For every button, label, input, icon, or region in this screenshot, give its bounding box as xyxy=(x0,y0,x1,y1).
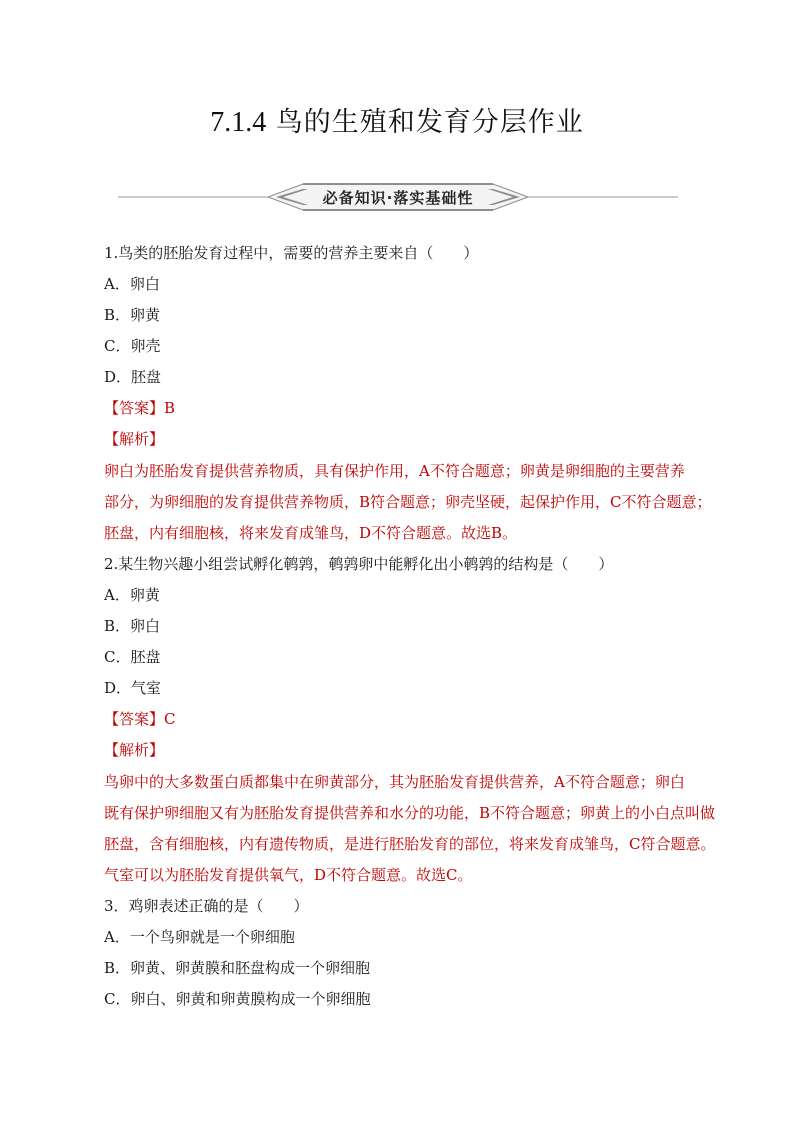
question-2-option-a: A．卵黄 xyxy=(104,586,160,604)
question-1-option-c: C．卵壳 xyxy=(104,337,161,355)
question-2-analysis-line-2: 既有保护卵细胞又有为胚胎发育提供营养和水分的功能，B不符合题意；卵黄上的小白点叫做 xyxy=(104,804,716,822)
question-1-analysis-line-2: 部分，为卵细胞的发育提供营养物质，B符合题意；卵壳坚硬，起保护作用，C不符合题意； xyxy=(104,493,712,511)
question-1-analysis-line-3: 胚盘，内有细胞核，将来发育成雏鸟，D不符合题意。故选B。 xyxy=(104,524,518,542)
question-1-option-b: B．卵黄 xyxy=(104,306,161,324)
question-2-answer xyxy=(104,709,176,729)
question-2-option-c: C．胚盘 xyxy=(104,648,161,666)
answer-value: B xyxy=(164,399,176,417)
answer-label: 【答案】 xyxy=(104,399,165,417)
question-2-analysis-label: 【解析】 xyxy=(104,741,165,759)
question-1-stem: 1.鸟类的胚胎发育过程中，需要的营养主要来自（ ） xyxy=(104,244,479,262)
section-label: 必备知识·落实基础性 xyxy=(322,189,474,207)
question-2-analysis-line-3: 胚盘，含有细胞核，内有遗传物质，是进行胚胎发育的部位，将来发育成雏鸟，C符合题意。 xyxy=(104,835,716,853)
answer-label: 【答案】 xyxy=(104,710,165,728)
question-3-option-a: A．一个鸟卵就是一个卵细胞 xyxy=(104,928,295,946)
question-3-option-c: C．卵白、卵黄和卵黄膜构成一个卵细胞 xyxy=(104,990,371,1008)
question-1-analysis-label: 【解析】 xyxy=(104,430,165,448)
question-2-analysis-line-1: 鸟卵中的大多数蛋白质都集中在卵黄部分，其为胚胎发育提供营养，A不符合题意；卵白 xyxy=(104,773,685,791)
question-1-option-a: A．卵白 xyxy=(104,275,160,293)
question-2-option-d: D．气室 xyxy=(104,679,162,697)
question-1-option-d: D．胚盘 xyxy=(104,368,162,386)
section-banner xyxy=(118,180,678,214)
question-3-option-b: B．卵黄、卵黄膜和胚盘构成一个卵细胞 xyxy=(104,959,371,977)
title-text: 鸟的生殖和发育分层作业 xyxy=(275,107,584,138)
page-title xyxy=(0,100,794,139)
question-2-option-b: B．卵白 xyxy=(104,617,161,635)
question-1-answer xyxy=(104,398,175,418)
question-1-analysis-line-1: 卵白为胚胎发育提供营养物质，具有保护作用，A不符合题意；卵黄是卵细胞的主要营养 xyxy=(104,462,685,480)
question-3-stem: 3．鸡卵表述正确的是（ ） xyxy=(104,897,309,915)
title-number: 7.1.4 xyxy=(210,107,267,138)
answer-value: C xyxy=(164,710,176,728)
question-2-stem: 2.某生物兴趣小组尝试孵化鹌鹑，鹌鹑卵中能孵化出小鹌鹑的结构是（ ） xyxy=(104,555,614,573)
question-2-analysis-line-4: 气室可以为胚胎发育提供氧气，D不符合题意。故选C。 xyxy=(104,866,473,884)
